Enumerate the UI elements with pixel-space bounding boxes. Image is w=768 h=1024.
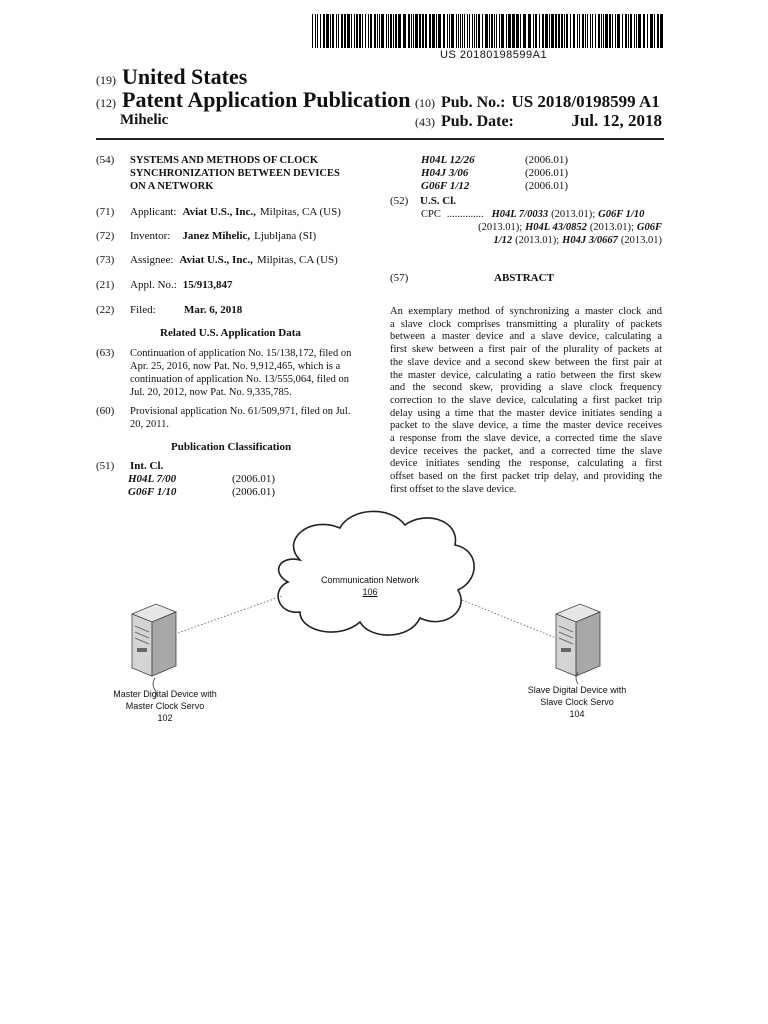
abstract-line: the master device, calculating a ratio between the first skew	[390, 369, 662, 381]
cpc-code: H04L 7/0033	[491, 209, 549, 220]
appl-num: (21)	[96, 279, 115, 291]
pubdate-label: Pub. Date:	[441, 113, 514, 130]
abstract-line: packet to the slave device, a time the master device receives	[390, 420, 662, 432]
cpc-line-1	[421, 208, 662, 221]
pubdate: Jul. 12, 2018	[571, 111, 662, 130]
barcode-bar	[388, 14, 389, 48]
barcode-bar	[476, 14, 477, 48]
barcode-bar	[657, 14, 659, 48]
master-label-line: Master Clock Servo	[125, 701, 205, 711]
abstract-line: offset based on the first packet trip delay, and providing the	[390, 471, 662, 483]
barcode-bar	[332, 14, 334, 48]
barcode-bar	[395, 14, 397, 48]
abstract-line: delay using a time that the master device initiates sending a	[390, 407, 662, 419]
barcode-bar	[647, 14, 648, 48]
barcode-bar	[386, 14, 387, 48]
barcode-bar	[365, 14, 366, 48]
barcode-bar	[472, 14, 473, 48]
cont-line: Jul. 20, 2012, now Pat. No. 9,335,785.	[130, 387, 292, 398]
barcode-bar	[354, 14, 355, 48]
barcode-bar	[398, 14, 401, 48]
slave-server-icon	[556, 604, 600, 676]
pubdate-num: (43)	[415, 115, 435, 129]
pubdate-line	[415, 111, 662, 131]
inventor-surname: Mihelic	[120, 112, 169, 128]
country-num: (19)	[96, 73, 116, 87]
barcode-bar	[464, 14, 465, 48]
link-master	[178, 596, 282, 633]
barcode-bar	[612, 14, 613, 48]
prov-line: Provisional application No. 61/509,971, filed on Jul.	[130, 406, 351, 417]
header-rule	[96, 138, 664, 140]
abstract-line: and the second skew, providing a slave clock frequency	[390, 382, 662, 394]
assignee-num: (73)	[96, 254, 115, 266]
cpc-year: (2013.01);	[478, 222, 523, 233]
barcode-bar	[351, 14, 352, 48]
cpc-year: (2013.01);	[589, 222, 634, 233]
barcode-bar	[429, 14, 431, 48]
barcode	[312, 14, 664, 48]
barcode-bar	[451, 14, 454, 48]
abstract-line: a response from the slave device, a corrected time the slave	[390, 433, 662, 445]
barcode-bar	[499, 14, 500, 48]
inventor-name: Janez Mihelic,	[182, 230, 251, 242]
barcode-bar	[545, 14, 548, 48]
barcode-bar	[523, 14, 526, 48]
cpc-code: H04J 3/0667	[562, 235, 618, 246]
barcode-bar	[549, 14, 550, 48]
prov-line: 20, 2011.	[130, 419, 169, 430]
master-server-icon	[132, 604, 176, 676]
barcode-bar	[535, 14, 537, 48]
cont-line: Apr. 25, 2016, now Pat. No. 9,912,465, which is a	[130, 361, 341, 372]
abstract-line: the slave device and a second skew between the first pair at	[390, 356, 662, 368]
continuation-field	[96, 347, 386, 399]
barcode-bar	[320, 14, 321, 48]
barcode-bar	[598, 14, 600, 48]
barcode-bar	[622, 14, 623, 48]
assignee-field	[96, 254, 386, 267]
applicant-name: Aviat U.S., Inc.,	[182, 206, 256, 218]
barcode-bar	[323, 14, 325, 48]
abstract-line: An exemplary method of synchronizing a master clock and	[390, 306, 662, 317]
cont-line: Continuation of application No. 15/138,172, filed on	[130, 348, 352, 359]
barcode-bar	[533, 14, 534, 48]
intcl-year: (2006.01)	[525, 154, 569, 166]
appl-label: Appl. No.:	[130, 279, 177, 291]
uscl-label: U.S. Cl.	[420, 195, 457, 207]
barcode-bar	[585, 14, 586, 48]
applicant-label: Applicant:	[130, 206, 177, 218]
barcode-bar	[317, 14, 318, 48]
title-line: SYSTEMS AND METHODS OF CLOCK	[130, 155, 319, 166]
abstract-heading: ABSTRACT	[494, 272, 554, 284]
barcode-bar	[474, 14, 475, 48]
barcode-bar	[422, 14, 424, 48]
title-line: SYNCHRONIZATION BETWEEN DEVICES	[130, 168, 340, 179]
intcl-code: H04L 12/26	[421, 154, 475, 166]
pubno-label: Pub. No.:	[441, 94, 506, 111]
barcode-bar	[482, 14, 483, 48]
barcode-bar	[330, 14, 331, 48]
cloud-shape	[278, 511, 474, 635]
barcode-bar	[393, 14, 394, 48]
inventor-label: Inventor:	[130, 230, 171, 242]
cont-block	[130, 347, 351, 399]
abstract-num: (57)	[390, 272, 409, 284]
intcl-row	[421, 180, 568, 193]
barcode-bar	[555, 14, 557, 48]
barcode-bar	[496, 14, 497, 48]
barcode-bar	[381, 14, 384, 48]
cpc-line-3	[421, 234, 662, 247]
appl-no: 15/913,847	[182, 279, 233, 291]
barcode-bar	[432, 14, 435, 48]
pubtype-num: (12)	[96, 96, 116, 110]
barcode-bar	[419, 14, 421, 48]
barcode-bar	[590, 14, 591, 48]
barcode-bar	[356, 14, 358, 48]
barcode-bar	[377, 14, 378, 48]
cpc-block	[421, 208, 662, 247]
barcode-bar	[443, 14, 445, 48]
barcode-bar	[643, 14, 645, 48]
barcode-bar	[603, 14, 604, 48]
barcode-bar	[617, 14, 620, 48]
abstract-line: correction to the slave device, calculating a first packet trip	[390, 394, 662, 406]
pubtype: Patent Application Publication	[122, 87, 411, 112]
title-block	[130, 154, 340, 193]
inventor-num: (72)	[96, 230, 115, 242]
barcode-bar	[528, 14, 531, 48]
barcode-bar	[489, 14, 490, 48]
barcode-bar	[630, 14, 632, 48]
barcode-bar	[605, 14, 608, 48]
intcl-code: H04J 3/06	[421, 167, 469, 179]
applicant-loc: Milpitas, CA (US)	[259, 206, 341, 218]
slave-ref: 104	[569, 709, 585, 719]
barcode-bar	[561, 14, 563, 48]
pubno-line	[415, 92, 660, 112]
pubclass-heading: Publication Classification	[171, 441, 292, 453]
applicant-num: (71)	[96, 206, 115, 218]
abstract-line: a slave clock comprises transmitting a plurality of packets	[390, 318, 662, 330]
barcode-bar	[326, 14, 329, 48]
barcode-bar	[512, 14, 515, 48]
barcode-bar	[539, 14, 540, 48]
network-label: Communication Network	[320, 575, 420, 585]
barcode-bar	[625, 14, 627, 48]
barcode-bar	[506, 14, 507, 48]
uscl-field	[390, 195, 456, 208]
barcode-bar	[449, 14, 450, 48]
barcode-bar	[520, 14, 521, 48]
title-field	[96, 154, 386, 193]
barcode-bar	[566, 14, 568, 48]
cont-num: (63)	[96, 347, 115, 359]
barcode-graphic	[312, 14, 664, 48]
barcode-bar	[601, 14, 602, 48]
barcode-bar	[370, 14, 372, 48]
barcode-bar	[379, 14, 380, 48]
intcl-year: (2006.01)	[232, 473, 276, 485]
barcode-bar	[551, 14, 554, 48]
cont-line: continuation of application No. 13/555,064, filed on	[130, 374, 350, 385]
cpc-code: G06F 1/10	[598, 209, 645, 220]
barcode-bar	[636, 14, 637, 48]
master-label-line: Master Digital Device with	[113, 689, 217, 699]
barcode-bar	[411, 14, 412, 48]
barcode-bar	[362, 14, 363, 48]
barcode-bar	[347, 14, 350, 48]
barcode-bar	[582, 14, 584, 48]
intcl-row	[128, 473, 275, 486]
filed-label: Filed:	[130, 304, 156, 316]
intcl-year: (2006.01)	[525, 167, 569, 179]
network-ref: 106	[362, 587, 378, 597]
barcode-bar	[501, 14, 504, 48]
barcode-bar	[577, 14, 578, 48]
uscl-num: (52)	[390, 195, 409, 207]
intcl-list	[128, 473, 275, 499]
barcode-bar	[368, 14, 369, 48]
cpc-code: H04L 43/0852	[525, 222, 587, 233]
inventor-field	[96, 230, 386, 243]
abstract-line: first skew between a first pair of the plurality of packets at	[390, 344, 662, 356]
barcode-bar	[638, 14, 641, 48]
intcl-code: G06F 1/10	[128, 486, 177, 498]
barcode-bar	[542, 14, 544, 48]
cpc-year: (2013.01);	[515, 235, 560, 246]
prov-block	[130, 405, 350, 431]
assignee-label: Assignee:	[130, 254, 174, 266]
abstract-line: between a master device and a slave device, calculating a	[390, 331, 662, 343]
barcode-bar	[660, 14, 663, 48]
barcode-bar	[558, 14, 560, 48]
barcode-bar	[564, 14, 565, 48]
assignee-name: Aviat U.S., Inc.,	[179, 254, 253, 266]
intcl-year: (2006.01)	[525, 180, 569, 192]
barcode-bar	[415, 14, 418, 48]
slave-label-line: Slave Digital Device with	[527, 685, 627, 695]
barcode-bar	[456, 14, 457, 48]
barcode-bar	[336, 14, 337, 48]
barcode-bar	[516, 14, 519, 48]
cpc-dots: ..............	[446, 209, 484, 220]
filed-date: Mar. 6, 2018	[184, 304, 243, 316]
barcode-bar	[491, 14, 493, 48]
related-heading: Related U.S. Application Data	[160, 327, 301, 339]
abstract-line: device initiates sending the response, calculating a first	[390, 458, 662, 470]
barcode-bar	[403, 14, 406, 48]
barcode-bar	[573, 14, 575, 48]
appl-field	[96, 279, 386, 292]
barcode-bar	[447, 14, 448, 48]
barcode-bar	[390, 14, 392, 48]
barcode-bar	[570, 14, 571, 48]
intcl-num: (51)	[96, 460, 115, 472]
pubtype-line	[96, 87, 410, 113]
intcl-code: H04L 7/00	[128, 473, 177, 485]
barcode-bar	[485, 14, 488, 48]
barcode-bar	[579, 14, 580, 48]
intcl-field	[96, 460, 386, 473]
barcode-bar	[312, 14, 313, 48]
country: United States	[122, 64, 248, 89]
applicant-field	[96, 206, 386, 219]
slave-label-line: Slave Clock Servo	[540, 697, 614, 707]
filed-field	[96, 304, 386, 317]
cpc-year: (2013.01);	[551, 209, 596, 220]
barcode-bar	[494, 14, 495, 48]
title-line: ON A NETWORK	[130, 181, 214, 192]
abstract-line: device receives the packet, and a corrected time the slave	[390, 445, 662, 457]
barcode-number: US 20180198599A1	[440, 49, 548, 61]
pubno: US 2018/0198599 A1	[511, 92, 660, 111]
barcode-bar	[595, 14, 596, 48]
barcode-bar	[359, 14, 361, 48]
cpc-code: 1/12	[493, 235, 513, 246]
barcode-bar	[458, 14, 459, 48]
barcode-bar	[408, 14, 410, 48]
barcode-bar	[344, 14, 346, 48]
intcl-label: Int. Cl.	[130, 460, 164, 472]
barcode-bar	[592, 14, 593, 48]
slave-label	[507, 684, 647, 720]
barcode-bar	[436, 14, 437, 48]
barcode-bar	[587, 14, 588, 48]
intcl-row	[421, 167, 568, 180]
master-ref: 102	[157, 713, 173, 723]
barcode-bar	[650, 14, 653, 48]
prov-num: (60)	[96, 405, 115, 417]
barcode-bar	[609, 14, 611, 48]
cpc-year: (2013.01)	[620, 235, 662, 246]
barcode-bar	[467, 14, 468, 48]
intcl-row	[421, 154, 568, 167]
barcode-bar	[654, 14, 655, 48]
barcode-bar	[469, 14, 470, 48]
link-slave	[462, 600, 556, 638]
barcode-bar	[615, 14, 616, 48]
filed-num: (22)	[96, 304, 115, 316]
barcode-bar	[438, 14, 441, 48]
intcl-cont-list	[421, 154, 568, 193]
barcode-bar	[460, 14, 461, 48]
intcl-code: G06F 1/12	[421, 180, 470, 192]
abstract-body	[390, 306, 662, 497]
cpc-line-2	[421, 221, 662, 234]
barcode-bar	[374, 14, 376, 48]
inventor-loc: Ljubljana (SI)	[254, 230, 317, 242]
barcode-bar	[341, 14, 343, 48]
title-num: (54)	[96, 154, 115, 166]
barcode-bar	[628, 14, 629, 48]
abstract-line: first offset to the slave device.	[390, 483, 517, 495]
barcode-bar	[425, 14, 427, 48]
barcode-bar	[413, 14, 414, 48]
provisional-field	[96, 405, 386, 431]
master-label	[95, 688, 235, 724]
barcode-bar	[315, 14, 316, 48]
barcode-bar	[634, 14, 635, 48]
barcode-bar	[508, 14, 511, 48]
pubno-num: (10)	[415, 96, 435, 110]
cpc-code: G06F	[636, 222, 662, 233]
assignee-loc: Milpitas, CA (US)	[256, 254, 338, 266]
intcl-row	[128, 486, 275, 499]
barcode-bar	[462, 14, 463, 48]
barcode-bar	[338, 14, 339, 48]
barcode-bar	[478, 14, 480, 48]
intcl-year: (2006.01)	[232, 486, 276, 498]
cpc-label: CPC	[421, 209, 441, 220]
